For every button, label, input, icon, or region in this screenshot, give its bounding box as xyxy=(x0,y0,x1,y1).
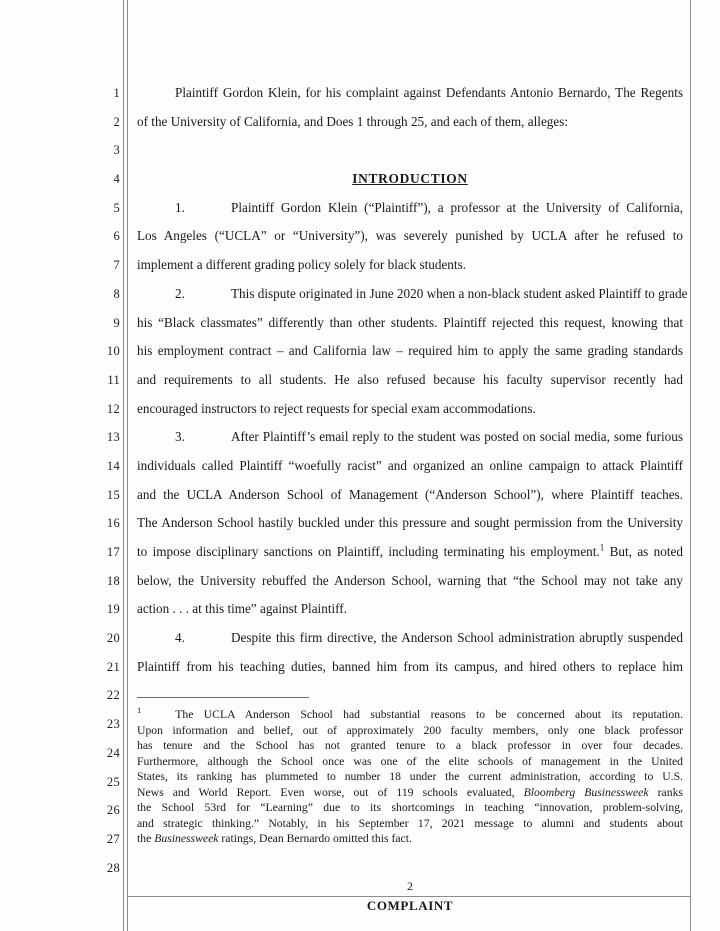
footnote-plain-text: and strategic thinking.” Notably, in his September 17, 2021 message to alumni and students about xyxy=(137,816,683,830)
body-line xyxy=(137,79,683,108)
body-line xyxy=(137,481,683,510)
line-number: 10 xyxy=(106,344,120,359)
footnote-plain-text: Furthermore, although the School once was one of the elite schools of management in the United xyxy=(137,754,683,768)
preamble-text: of the University of California, and Does 1 through 25, and each of them, alleges: xyxy=(137,113,569,129)
paragraph-text: After Plaintiff’s email reply to the student was posted on social media, some furious xyxy=(231,429,683,445)
footnote-text xyxy=(175,708,683,721)
footnote-text xyxy=(137,755,683,768)
line-number: 9 xyxy=(113,315,120,330)
document-body xyxy=(137,79,688,681)
body-line xyxy=(137,165,683,194)
line-number: 17 xyxy=(106,545,120,559)
footnote-line xyxy=(137,769,683,785)
footnote-text xyxy=(137,786,683,799)
line-number: 19 xyxy=(106,602,120,617)
footnote-plain-text: Upon information and belief, out of approximately 200 faculty members, only one black professor xyxy=(137,723,683,737)
body-line xyxy=(137,423,683,452)
paragraph-text: action . . . at this time” against Plaintiff. xyxy=(137,601,347,617)
paragraph-text: Los Angeles (“UCLA” or “University”), was severely punished by UCLA after he refused to xyxy=(137,228,683,244)
footnote-plain-text: has tenure and the School has not granted tenure to a black professor in over four decades. xyxy=(137,739,683,752)
paragraph-text: his “Black classmates” differently than other students. Plaintiff rejected this request, knowing that xyxy=(137,314,683,330)
footnote-plain-text: The UCLA Anderson School had substantial reasons to be concerned about its reputation. xyxy=(175,708,683,721)
body-line xyxy=(137,280,688,309)
line-number-column xyxy=(96,79,120,882)
line-number: 25 xyxy=(106,774,120,789)
body-line xyxy=(137,595,683,624)
body-line xyxy=(137,509,683,538)
footnote-line xyxy=(137,831,683,847)
footnote-plain-text: the School 53rd for “Learning” due to its shortcomings in teaching “innovation, problem-solving, xyxy=(137,801,683,814)
line-number: 6 xyxy=(113,229,120,244)
paragraph-text: The Anderson School hastily buckled under this pressure and sought permission from the University xyxy=(137,515,683,531)
footnote-text xyxy=(137,739,683,752)
line-number: 13 xyxy=(106,430,120,445)
paragraph-text: implement a different grading policy solely for black students. xyxy=(137,257,466,273)
body-line xyxy=(137,653,683,682)
paragraph-text: and requirements to all students. He also refused because his faculty supervisor recently had xyxy=(137,371,683,387)
paragraph-text: Plaintiff Gordon Klein (“Plaintiff”), a professor at the University of California, xyxy=(231,199,683,215)
footnote-line xyxy=(137,723,683,739)
line-number: 2 xyxy=(113,114,120,129)
section-heading: INTRODUCTION xyxy=(352,171,468,187)
right-margin-rule xyxy=(690,0,691,931)
footnote-line xyxy=(137,816,683,832)
footnote-plain-text: States, its ranking has plummeted to number 18 under the current administration, according to U.S. xyxy=(137,770,683,783)
body-line xyxy=(137,395,683,424)
line-number: 23 xyxy=(106,717,120,732)
line-number: 12 xyxy=(106,401,120,416)
paragraph-number: 1. xyxy=(175,199,185,215)
paragraph-text: his employment contract – and California law – required him to apply the same grading standards xyxy=(137,343,683,359)
body-line xyxy=(137,452,683,481)
footnote-plain-text: ratings, Dean Bernardo omitted this fact. xyxy=(218,832,412,845)
footnote-number: 1 xyxy=(137,705,142,716)
line-number: 22 xyxy=(106,688,120,703)
body-line xyxy=(137,337,683,366)
paragraph-text: and the UCLA Anderson School of Management (“Anderson School”), where Plaintiff teaches. xyxy=(137,486,683,502)
line-number: 8 xyxy=(113,286,120,301)
footnote-text xyxy=(137,832,412,845)
footnote-line xyxy=(137,738,683,754)
line-number: 3 xyxy=(113,143,120,158)
body-line xyxy=(137,194,683,223)
line-number: 18 xyxy=(106,573,120,588)
footnote-line xyxy=(137,754,683,770)
footer-document-title: COMPLAINT xyxy=(366,898,454,913)
body-line xyxy=(137,108,683,137)
line-number: 21 xyxy=(106,659,120,674)
paragraph-text: to impose disciplinary sanctions on Plaintiff, including terminating his employment. xyxy=(137,544,600,559)
preamble-text: Plaintiff Gordon Klein, for his complaint against Defendants Antonio Bernardo, The Regents xyxy=(175,85,683,100)
paragraph-number: 4. xyxy=(175,630,185,646)
line-number: 28 xyxy=(106,860,120,875)
paragraph-text: This dispute originated in June 2020 when a non-black student asked Plaintiff to grade xyxy=(231,285,688,301)
paragraph-number: 3. xyxy=(175,429,185,445)
line-number: 14 xyxy=(106,458,120,473)
line-number: 24 xyxy=(106,745,120,760)
body-line xyxy=(137,222,683,251)
line-number: 11 xyxy=(107,372,120,387)
body-line-blank xyxy=(137,136,683,165)
line-number: 4 xyxy=(113,172,120,187)
footnote-line xyxy=(137,800,683,816)
paragraph-number: 2. xyxy=(175,285,185,301)
body-line xyxy=(137,538,683,567)
footnote-text xyxy=(137,801,683,814)
line-number: 1 xyxy=(113,86,120,100)
footnote-plain-text: the xyxy=(137,832,155,845)
footnote-line xyxy=(137,707,683,723)
line-number: 27 xyxy=(106,831,120,846)
body-line xyxy=(137,309,683,338)
line-number: 5 xyxy=(113,200,120,215)
body-line xyxy=(137,624,683,653)
footnote-reference-marker: 1 xyxy=(599,542,605,553)
body-line xyxy=(137,366,683,395)
body-line xyxy=(137,251,683,280)
footnote-plain-text: ranks xyxy=(648,785,683,799)
line-number: 20 xyxy=(106,631,120,646)
footnote-text xyxy=(137,770,683,783)
paragraph-text: Despite this firm directive, the Anderson School administration abruptly suspended xyxy=(231,630,683,646)
line-number: 26 xyxy=(106,803,120,818)
footnote-block xyxy=(137,697,683,847)
footnote-separator-rule xyxy=(137,697,309,698)
footnote-text xyxy=(137,817,683,830)
page-number: 2 xyxy=(407,879,413,893)
footnote-line xyxy=(137,785,683,801)
footer-rule xyxy=(128,896,690,897)
paragraph-text-continued: But, as noted xyxy=(604,544,683,559)
line-number: 7 xyxy=(113,258,120,273)
footnote-italic-text: Businessweek xyxy=(154,832,219,845)
paragraph-text: encouraged instructors to reject requests for special exam accommodations. xyxy=(137,400,536,416)
body-line xyxy=(137,567,683,596)
paragraph-text: individuals called Plaintiff “woefully racist” and organized an online campaign to attack Plaintiff xyxy=(137,457,683,473)
footnote-italic-text: Bloomberg Businessweek xyxy=(523,785,649,799)
footnote-plain-text: News and World Report. Even worse, out of 119 schools evaluated, xyxy=(137,785,524,799)
left-margin-rule-outer xyxy=(123,0,124,931)
footnote-text xyxy=(137,724,683,737)
paragraph-text: below, the University rebuffed the Anderson School, warning that “the School may not take any xyxy=(137,572,683,588)
line-number: 16 xyxy=(106,516,120,531)
paragraph-text: Plaintiff from his teaching duties, banned him from its campus, and hired others to replace him xyxy=(137,658,683,674)
line-number: 15 xyxy=(106,487,120,502)
left-margin-rule-inner xyxy=(127,0,128,931)
